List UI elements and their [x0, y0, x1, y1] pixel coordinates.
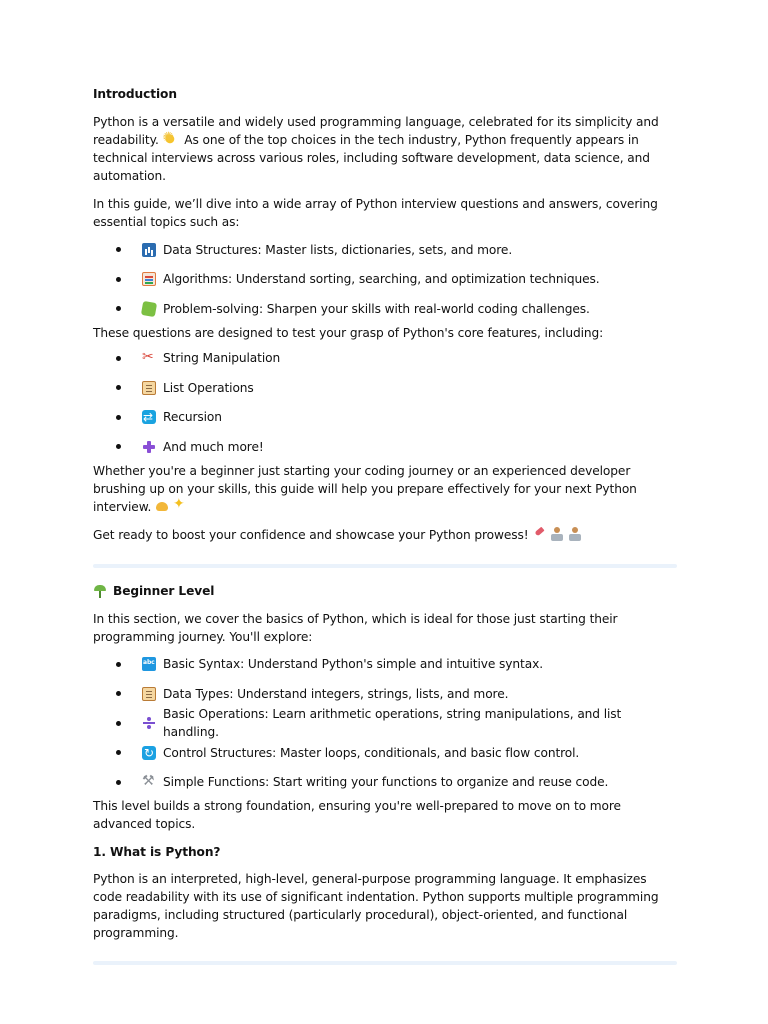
list-item-text: String Manipulation	[163, 351, 281, 366]
question-1-answer: Python is an interpreted, high-level, general-purpose programming language. It emphasizes code readability with its use of significant indentation. Python supports multiple programming paradigms, including structured (particularly procedural), object-oriented, and functional programming.	[93, 872, 659, 940]
list-item	[93, 738, 677, 768]
list-item	[93, 650, 677, 680]
seedling-icon	[93, 584, 107, 598]
list-item	[93, 235, 677, 265]
intro-paragraph-5	[93, 526, 677, 544]
list-item-text: Data Structures: Master lists, dictionaries, sets, and more.	[163, 242, 513, 257]
repeat-icon	[142, 410, 156, 424]
bullet-dot	[116, 444, 121, 449]
bullet-dot	[116, 247, 121, 252]
card-index-icon	[142, 272, 156, 286]
bullet-dot	[116, 385, 121, 390]
intro-paragraph-5-text: Get ready to boost your confidence and showcase your Python prowess!	[93, 527, 529, 542]
divide-icon	[142, 716, 156, 730]
sparkles-icon	[173, 499, 187, 513]
list-item-text: Problem-solving: Sharpen your skills with real-world coding challenges.	[163, 301, 590, 316]
intro-paragraph-1	[93, 113, 677, 185]
list-item-text: Algorithms: Understand sorting, searching, and optimization techniques.	[163, 272, 600, 287]
list-item	[93, 432, 677, 462]
intro-paragraph-1-part-b: As one of the top choices in the tech industry, Python frequently appears in technical interviews across various roles, including software development, data science, and automation.	[93, 133, 650, 183]
beginner-heading-text: Beginner Level	[113, 583, 215, 598]
list-item-text: List Operations	[163, 380, 254, 395]
topics-list	[93, 235, 677, 324]
bullet-dot	[116, 721, 121, 726]
document-content	[93, 85, 677, 965]
bullet-dot	[116, 415, 121, 420]
beginner-paragraph-1: In this section, we cover the basics of Python, which is ideal for those just starting their programming journey. You'll explore:	[93, 611, 618, 644]
hammer-wrench-icon	[142, 775, 156, 789]
list-item-text: Basic Operations: Learn arithmetic operations, string manipulations, and list handling.	[163, 707, 622, 740]
list-item	[93, 265, 677, 295]
features-list	[93, 344, 677, 462]
intro-paragraph-4-text: Whether you're a beginner just starting your coding journey or an experienced developer brushing up on your skills, this guide will help you prepare effectively for your next Python interview.	[93, 463, 637, 514]
arrows-cycle-icon	[142, 746, 156, 760]
bullet-dot	[116, 780, 121, 785]
bullet-dot	[116, 662, 121, 667]
section-divider	[93, 961, 677, 965]
clipboard-icon	[142, 381, 156, 395]
list-item	[93, 768, 677, 798]
list-item	[93, 344, 677, 374]
list-item-text: Simple Functions: Start writing your functions to organize and reuse code.	[163, 775, 609, 790]
rocket-icon	[532, 527, 546, 541]
list-item	[93, 403, 677, 433]
beginner-heading	[93, 582, 677, 600]
bullet-dot	[116, 277, 121, 282]
intro-heading: Introduction	[93, 87, 177, 101]
list-item-text: Control Structures: Master loops, conditionals, and basic flow control.	[163, 745, 580, 760]
technologist-icon	[550, 527, 564, 541]
list-item	[93, 294, 677, 324]
intro-paragraph-2: In this guide, we’ll dive into a wide array of Python interview questions and answers, covering essential topics such as:	[93, 197, 658, 229]
intro-paragraph-4	[93, 462, 677, 516]
intro-paragraph-3: These questions are designed to test your grasp of Python's core features, including:	[93, 325, 604, 340]
list-item-text: Recursion	[163, 410, 222, 425]
technologist-icon	[568, 527, 582, 541]
list-item-text: Data Types: Understand integers, strings, lists, and more.	[163, 686, 509, 701]
plus-icon	[142, 440, 156, 454]
bullet-dot	[116, 306, 121, 311]
list-item	[93, 709, 677, 739]
clipboard-icon	[142, 687, 156, 701]
puzzle-piece-icon	[141, 301, 157, 317]
list-item	[93, 373, 677, 403]
bar-chart-icon	[142, 243, 156, 257]
bullet-dot	[116, 750, 121, 755]
list-item	[93, 679, 677, 709]
beginner-paragraph-2: This level builds a strong foundation, ensuring you're well-prepared to move on to more advanced topics.	[93, 799, 621, 831]
list-item-text: Basic Syntax: Understand Python's simple and intuitive syntax.	[163, 657, 543, 672]
intro-paragraph-1-part-a: Python is a versatile and widely used programming language, celebrated for its simplicity and readability.	[93, 115, 659, 147]
question-1-heading: 1. What is Python?	[93, 845, 221, 859]
abc-icon	[142, 657, 156, 671]
bullet-dot	[116, 691, 121, 696]
sun-icon	[163, 132, 177, 146]
flexed-biceps-icon	[155, 499, 169, 513]
bullet-dot	[116, 356, 121, 361]
scissors-icon	[142, 351, 156, 365]
list-item-text: And much more!	[163, 439, 264, 454]
beginner-topics-list	[93, 650, 677, 798]
